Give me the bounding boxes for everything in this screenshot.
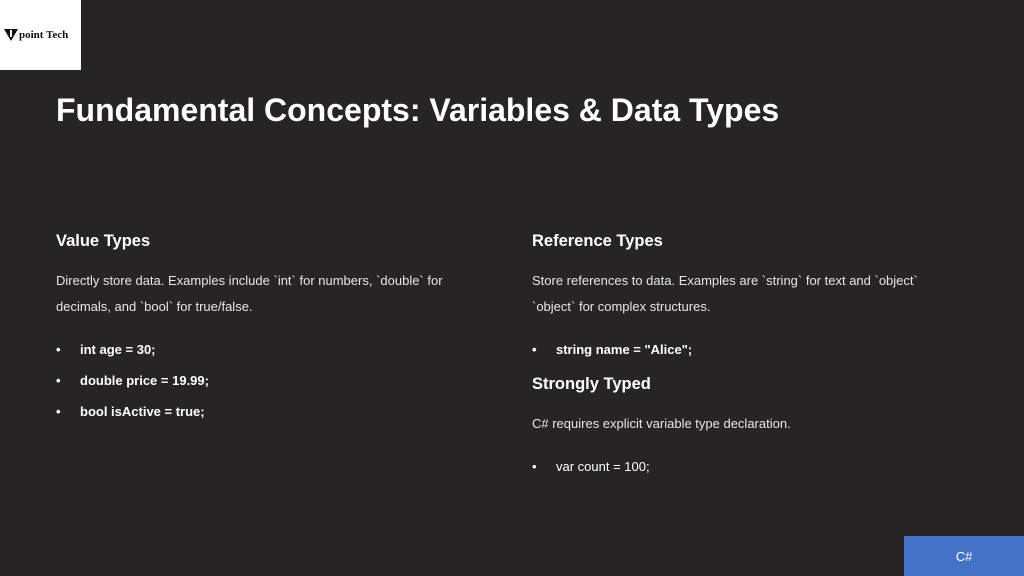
value-types-examples: [56, 334, 496, 427]
value-types-heading: Value Types: [56, 232, 151, 250]
list-item: [532, 451, 972, 482]
code-example: int age = 30;: [80, 342, 156, 357]
list-item: [56, 334, 496, 365]
logo-mark-icon: [4, 28, 18, 42]
logo-text: point Tech: [19, 29, 69, 41]
reference-types-column: [532, 228, 972, 482]
strongly-typed-heading: Strongly Typed: [532, 375, 651, 393]
language-badge: C#: [904, 536, 1024, 576]
reference-types-heading: Reference Types: [532, 232, 663, 250]
list-item: [56, 365, 496, 396]
list-item: [532, 334, 972, 365]
code-example: bool isActive = true;: [80, 404, 205, 419]
list-item: [56, 396, 496, 427]
bullet-icon: •: [56, 342, 61, 357]
code-example: double price = 19.99;: [80, 373, 209, 388]
value-types-description-line-2: decimals, and `bool` for true/false.: [56, 299, 253, 314]
value-types-column: [56, 228, 496, 427]
strongly-typed-examples: [532, 451, 972, 482]
value-types-description-line-1: Directly store data. Examples include `int` for numbers, `double` for: [56, 273, 443, 288]
logo: [0, 0, 81, 70]
strongly-typed-description: C# requires explicit variable type declaration.: [532, 416, 791, 431]
bullet-icon: •: [56, 373, 61, 388]
value-types-description: [56, 268, 496, 320]
bullet-icon: •: [532, 459, 537, 474]
reference-types-description-line-2: `object` for complex structures.: [532, 299, 711, 314]
reference-types-examples: [532, 334, 972, 365]
code-example: var count = 100;: [556, 459, 650, 474]
reference-types-description: [532, 268, 972, 320]
reference-types-description-line-1: Store references to data. Examples are `string` for text and `object`: [532, 273, 918, 288]
bullet-icon: •: [532, 342, 537, 357]
slide-title: Fundamental Concepts: Variables & Data Types: [56, 92, 780, 128]
bullet-icon: •: [56, 404, 61, 419]
logo-inner: [4, 28, 68, 42]
code-example: string name = "Alice";: [556, 342, 693, 357]
